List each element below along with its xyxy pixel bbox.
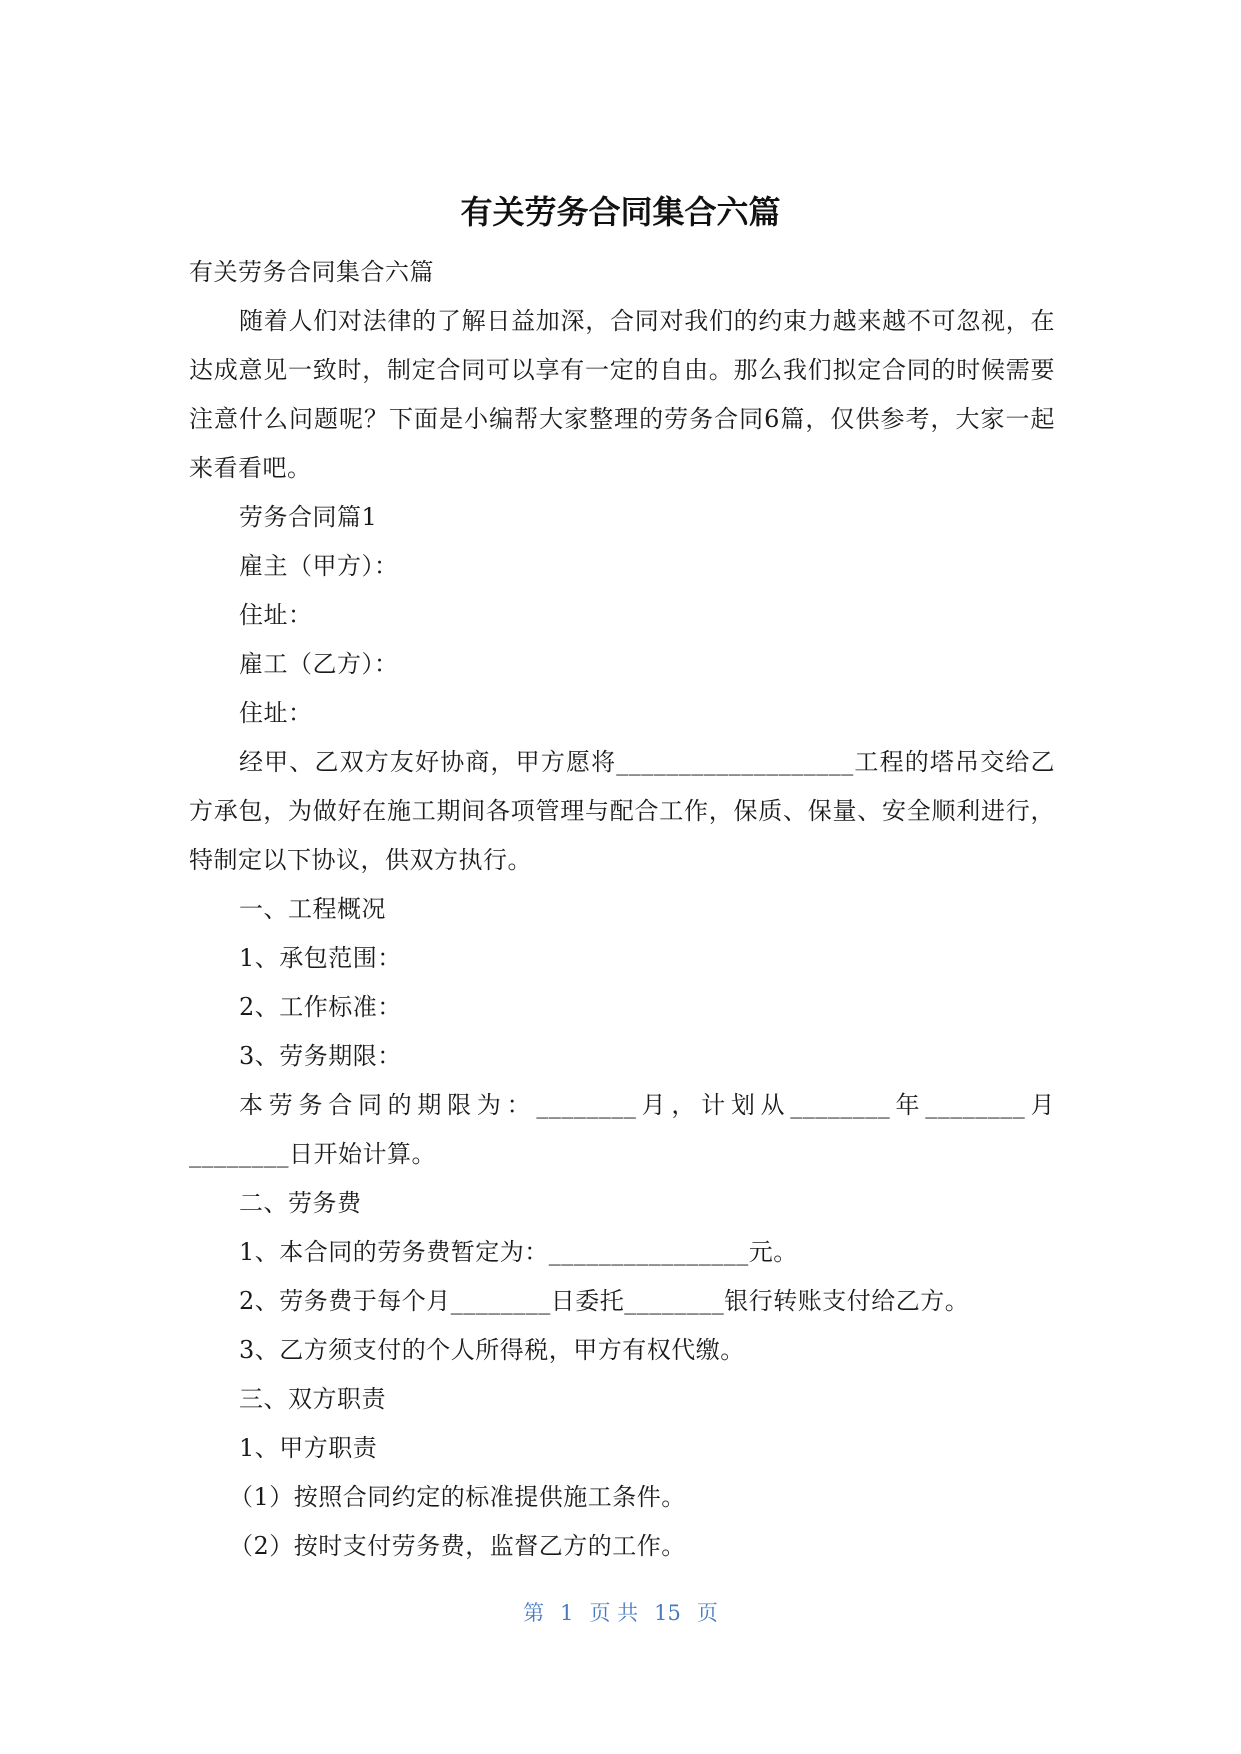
clause-heading: 一、工程概况 — [239, 895, 386, 923]
clause-item: 2、工作标准： — [239, 993, 402, 1021]
clause-heading: 二、劳务费 — [239, 1189, 362, 1217]
clause-heading: 三、双方职责 — [239, 1385, 386, 1413]
current-page-number: 1 — [560, 1601, 574, 1625]
party-b-label: 雇工（乙方）： — [239, 650, 399, 678]
document-title: 有关劳务合同集合六篇 — [460, 193, 781, 231]
party-a-label: 雇主（甲方）： — [239, 552, 399, 580]
intro-paragraph: 随着人们对法律的了解日益加深，合同对我们的约束力越来越不可忽视，在达成意见一致时，制定合同可以享有一定的自由。那么我们拟定合同的时候需要注意什么问题呢？下面是小编帮大家整理的劳务合同6篇，仅供参考，大家一起来看看吧。 — [189, 307, 1055, 482]
clause-item: 3、劳务期限： — [239, 1042, 402, 1070]
document-body — [189, 248, 1055, 1571]
party-a-address: 住址： — [239, 601, 313, 629]
sub-clause-item: （2）按时支付劳务费，监督乙方的工作。 — [229, 1532, 686, 1560]
clause-item: 1、本合同的劳务费暂定为：________________元。 — [239, 1238, 798, 1266]
page-label-suffix: 页 — [696, 1601, 718, 1625]
page-label-prefix: 第 — [523, 1601, 545, 1625]
section-heading: 劳务合同篇1 — [239, 503, 378, 531]
clause-item: 1、甲方职责 — [239, 1434, 378, 1462]
clause-item: 2、劳务费于每个月________日委托________银行转账支付给乙方。 — [239, 1287, 970, 1315]
subtitle-line: 有关劳务合同集合六篇 — [189, 258, 434, 286]
term-paragraph: 本劳务合同的期限为：________月，计划从________年________月________日开始计算。 — [189, 1091, 1055, 1168]
page-label-middle: 页 共 — [589, 1601, 639, 1625]
party-b-address: 住址： — [239, 699, 313, 727]
total-page-count: 15 — [654, 1601, 681, 1625]
agreement-paragraph: 经甲、乙双方友好协商，甲方愿将___________________工程的塔吊交给乙方承包，为做好在施工期间各项管理与配合工作，保质、保量、安全顺利进行，特制定以下协议，供双方执行。 — [189, 748, 1055, 874]
sub-clause-item: （1）按照合同约定的标准提供施工条件。 — [229, 1483, 686, 1511]
clause-item: 1、承包范围： — [239, 944, 402, 972]
clause-item: 3、乙方须支付的个人所得税，甲方有权代缴。 — [239, 1336, 745, 1364]
page-footer — [0, 1597, 1241, 1629]
